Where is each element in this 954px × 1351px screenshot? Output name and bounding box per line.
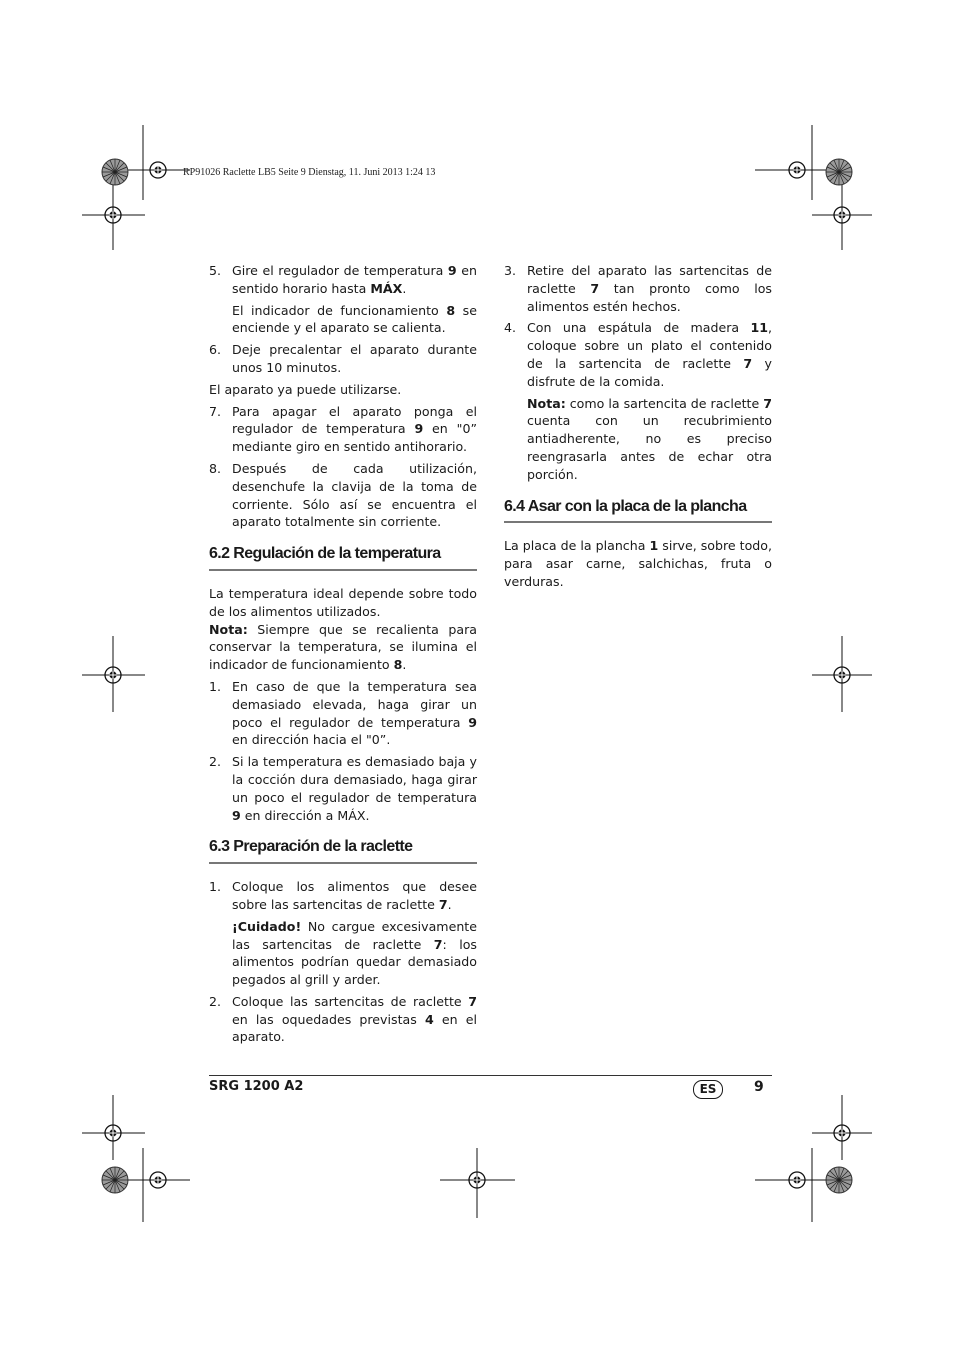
section-6-2-item-2-text: Si la temperatura es demasiado baja y la cocción dura demasiado, haga girar un poco el regulador de temperatura 9 en dirección a MÁX. (232, 754, 477, 823)
section-6-3-item-1-text: Coloque los alimentos que desee sobre las sartencitas de raclette 7. (232, 879, 477, 912)
section-6-2-intro: La temperatura ideal depende sobre todo de los alimentos utilizados. (209, 585, 477, 619)
section-heading-6-4: 6.4 Asar con la placa de la plancha (504, 498, 772, 524)
footer-model: SRG 1200 A2 (209, 1079, 304, 1094)
section-6-3-item-2-text: Coloque las sartencitas de raclette 7 en las oquedades previstas 4 en el aparato. (232, 993, 478, 1045)
list-number: 5. (209, 263, 222, 278)
step-3-text: Retire del aparato las sartencitas de raclette 7 tan pronto como los alimentos estén hechos. (527, 263, 772, 314)
right-column (504, 262, 772, 591)
step-4-note: Nota: como la sartencita de raclette 7 cuenta con un recubrimiento antiadherente, no es preciso reengrasarla antes de echar otra porción. (527, 395, 772, 482)
list-number: 1. (209, 879, 222, 895)
step-4-text: Con una espátula de madera 11, coloque sobre un plato el contenido de la sartencita de raclette 7 y disfrute de la comida. (527, 320, 772, 389)
step-8-text: Después de cada utilización, desenchufe la clavija de la toma de corriente. Sólo así se encuentra el aparato totalmente sin corriente. (232, 460, 477, 530)
section-6-2-item-1-text: En caso de que la temperatura sea demasiado elevada, haga girar un poco el regulador de temperatura 9 en dirección hacia el "0”. (232, 678, 477, 748)
list-item-step-7 (209, 403, 477, 456)
print-slug: RP91026 Raclette LB5 Seite 9 Dienstag, 11. Juni 2013 1:24 13 (183, 167, 436, 178)
list-item-step-6 (209, 341, 477, 377)
step-6-text: Deje precalentar el aparato durante unos 10 minutos. (232, 342, 477, 375)
page-number: 9 (754, 1079, 764, 1095)
left-column (209, 262, 477, 1050)
list-number: 2. (209, 993, 222, 1009)
section-heading-6-2: 6.2 Regulación de la temperatura (209, 545, 477, 571)
list-number: 8. (209, 460, 222, 476)
list-item-6-2-2 (209, 753, 477, 824)
section-heading-6-3: 6.3 Preparación de la raclette (209, 838, 477, 864)
list-item-step-3 (504, 262, 772, 315)
list-item-6-3-1 (209, 878, 477, 989)
footer-rule (209, 1075, 772, 1076)
step-5-text: Gire el regulador de temperatura 9 en sentido horario hasta MÁX. (232, 263, 477, 296)
section-6-3-warning: ¡Cuidado! No cargue excesivamente las sartencitas de raclette 7: los alimentos podrían quedar demasiado pegados al grill y arder. (232, 918, 477, 988)
section-6-4-text: La placa de la plancha 1 sirve, sobre todo, para asar carne, salchichas, fruta o verduras. (504, 538, 772, 589)
ready-text: El aparato ya puede utilizarse. (209, 381, 402, 397)
list-number: 2. (209, 754, 222, 770)
list-number: 6. (209, 342, 222, 358)
section-6-2-note: Nota: Siempre que se recalienta para conservar la temperatura, se ilumina el indicador de funcionamiento 8. (209, 621, 477, 673)
list-item-6-2-1 (209, 678, 477, 749)
list-item-step-8 (209, 460, 477, 531)
list-number: 7. (209, 403, 222, 419)
step-5-note: El indicador de funcionamiento 8 se enciende y el aparato se calienta. (232, 302, 477, 336)
list-number: 1. (209, 678, 222, 694)
list-item-step-4 (504, 319, 772, 483)
list-item-6-3-2 (209, 993, 477, 1046)
list-item-step-5 (209, 262, 477, 337)
list-number: 3. (504, 263, 517, 278)
step-7-text: Para apagar el aparato ponga el regulador de temperatura 9 en "0” mediante giro en sentido antihorario. (232, 403, 477, 455)
list-number: 4. (504, 320, 517, 336)
language-badge: ES (693, 1080, 723, 1099)
